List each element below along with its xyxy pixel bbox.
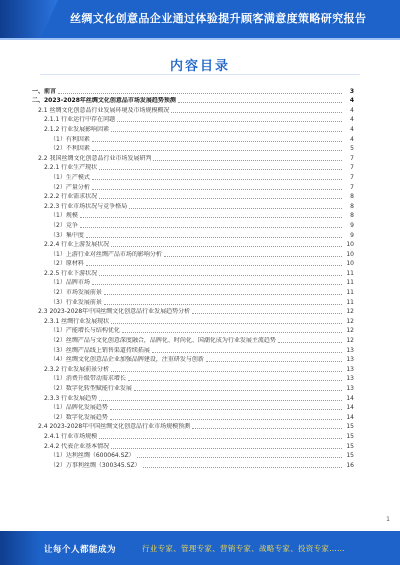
toc-entry-page: 15 xyxy=(346,432,354,440)
toc-entry-page: 13 xyxy=(346,365,354,373)
toc-entry-page: 11 xyxy=(346,269,354,277)
toc-entry-page: 4 xyxy=(350,106,354,114)
toc-entry[interactable] xyxy=(32,411,354,421)
toc-entry[interactable] xyxy=(32,85,354,95)
toc-entry-title: （2）数字化转型赋能行业发展 xyxy=(50,385,132,392)
toc-entry-page: 15 xyxy=(346,442,354,450)
toc-leader-dots xyxy=(99,274,342,276)
toc-entry-page: 10 xyxy=(346,260,354,268)
toc-entry[interactable] xyxy=(32,296,354,306)
toc-entry-title: 2.4 2023-2028年中国丝绸文化创意品行业市场规模预测 xyxy=(38,423,191,431)
toc-entry-page: 8 xyxy=(350,202,354,210)
toc-entry-page: 8 xyxy=(350,193,354,201)
header-accent-line xyxy=(0,38,400,40)
toc-leader-dots xyxy=(86,264,342,266)
toc-leader-dots xyxy=(164,255,342,257)
report-title: 丝绸文化创意品企业通过体验提升顾客满意度策略研究报告 xyxy=(70,12,367,25)
toc-leader-dots xyxy=(122,331,342,333)
toc-leader-dots xyxy=(80,216,342,218)
toc-entry-page: 10 xyxy=(346,241,354,249)
toc-entry-title: （1）达利丝绸（600064.SZ） xyxy=(50,452,135,460)
toc-entry-page: 7 xyxy=(350,183,354,191)
toc-leader-dots xyxy=(110,408,342,410)
toc-entry[interactable] xyxy=(32,459,354,469)
toc-entry[interactable] xyxy=(32,315,354,325)
toc-entry-page: 12 xyxy=(346,317,354,325)
toc-entry-title: 2.4.2 代表企业基本情况 xyxy=(44,442,110,450)
toc-entry-title: 2.1.1 行业运行中存在问题 xyxy=(44,116,116,124)
toc-entry[interactable] xyxy=(32,239,354,249)
toc-entry-title: 2.4.1 行业市场规模 xyxy=(44,432,98,440)
toc-entry[interactable] xyxy=(32,373,354,383)
page-number: 1 xyxy=(386,516,390,523)
toc-entry[interactable] xyxy=(32,181,354,191)
toc-heading-divider xyxy=(40,74,360,75)
toc-entry[interactable] xyxy=(32,334,354,344)
toc-entry[interactable] xyxy=(32,267,354,277)
toc-entry-title: （1）消费升级带动需求增长 xyxy=(50,375,126,383)
toc-entry-title: 2.3.2 行业发展前景分析 xyxy=(44,365,110,373)
toc-entry-page: 4 xyxy=(350,135,354,143)
toc-entry[interactable] xyxy=(32,344,354,354)
toc-entry[interactable] xyxy=(32,200,354,210)
toc-entry-page: 4 xyxy=(350,116,354,124)
toc-entry-page: 13 xyxy=(346,346,354,354)
header-decoration xyxy=(0,0,58,38)
toc-entry-title: 2.2 我国丝绸文化创意品行业市场发展研判 xyxy=(38,154,152,162)
toc-entry-title: （3）丝绸产品线上销售渠道持续拓展 xyxy=(50,346,150,354)
toc-entry[interactable] xyxy=(32,114,354,124)
toc-entry-page: 9 xyxy=(350,221,354,229)
toc-entry-title: （2）市场发展前景 xyxy=(50,289,102,297)
toc-entry-page: 16 xyxy=(346,461,354,469)
toc-entry[interactable] xyxy=(32,450,354,460)
toc-entry-title: 2.2.4 行业上游发展状况 xyxy=(44,241,110,249)
toc-entry-page: 9 xyxy=(350,231,354,239)
toc-leader-dots xyxy=(171,111,342,113)
toc-leader-dots xyxy=(129,207,342,209)
toc-entry[interactable] xyxy=(32,402,354,412)
toc-entry[interactable] xyxy=(32,248,354,258)
toc-entry-page: 5 xyxy=(350,145,354,153)
toc-leader-dots xyxy=(178,101,342,103)
toc-entry-title: （2）不利因素 xyxy=(50,145,90,153)
toc-entry-title: （4）丝绸文化创意品企业加强品牌建设，注重研发与创新 xyxy=(50,356,204,364)
toc-entry[interactable] xyxy=(32,162,354,172)
table-of-contents xyxy=(32,85,354,469)
toc-leader-dots xyxy=(92,283,342,285)
page-footer xyxy=(0,531,400,565)
footer-slogan: 让每个人都能成为 xyxy=(44,545,117,555)
toc-leader-dots xyxy=(86,236,342,238)
toc-leader-dots xyxy=(111,447,342,449)
toc-leader-dots xyxy=(111,370,342,372)
toc-entry[interactable] xyxy=(32,152,354,162)
toc-entry-page: 15 xyxy=(346,423,354,431)
toc-leader-dots xyxy=(117,120,342,122)
footer-decoration xyxy=(0,531,40,565)
toc-leader-dots xyxy=(110,418,342,420)
toc-entry-title: 2.2.3 行业市场状况与竞争格局 xyxy=(44,202,128,210)
toc-entry[interactable] xyxy=(32,133,354,143)
toc-entry-page: 4 xyxy=(350,125,354,133)
toc-entry[interactable] xyxy=(32,258,354,268)
toc-entry-title: （2）数字化发展趋势 xyxy=(50,413,108,421)
toc-entry-page: 12 xyxy=(346,308,354,316)
toc-entry-page: 11 xyxy=(346,279,354,287)
toc-entry[interactable] xyxy=(32,430,354,440)
page-header xyxy=(0,0,400,38)
toc-entry-page: 12 xyxy=(346,327,354,335)
toc-entry[interactable] xyxy=(32,363,354,373)
toc-entry-title: （1）有利因素 xyxy=(50,135,90,143)
toc-entry-page: 4 xyxy=(349,97,354,105)
toc-entry[interactable] xyxy=(32,104,354,114)
toc-entry-title: 2.3.3 行业发展趋势 xyxy=(44,394,98,402)
toc-leader-dots xyxy=(111,245,342,247)
toc-leader-dots xyxy=(99,399,342,401)
toc-entry-title: （1）产能增长与结构优化 xyxy=(50,327,120,335)
toc-entry-title: 2.3.1 丝绸行业发展现状 xyxy=(44,317,110,325)
toc-entry-page: 12 xyxy=(346,337,354,345)
toc-leader-dots xyxy=(92,188,342,190)
toc-leader-dots xyxy=(192,427,342,429)
toc-leader-dots xyxy=(99,168,342,170)
toc-entry-title: （1）品牌市场 xyxy=(50,279,90,287)
toc-entry[interactable] xyxy=(32,286,354,296)
toc-leader-dots xyxy=(134,389,342,391)
toc-entry-page: 3 xyxy=(349,87,354,95)
toc-entry[interactable] xyxy=(32,210,354,220)
toc-entry-title: （1）规模 xyxy=(50,212,78,220)
toc-entry-title: （3）集中度 xyxy=(50,231,84,239)
toc-entry-title: 2.1 丝绸文化创意品行业发展环境及市场规模概况 xyxy=(38,106,170,114)
toc-entry-title: 2.3 2023-2028年中国丝绸文化创意品行业发展趋势分析 xyxy=(38,308,191,316)
footer-tagline: 行业专家、管理专家、营销专家、战略专家、投资专家…… xyxy=(142,544,345,553)
toc-leader-dots xyxy=(104,293,342,295)
toc-entry[interactable] xyxy=(32,143,354,153)
toc-leader-dots xyxy=(99,197,342,199)
toc-entry-title: （2）产量分析 xyxy=(50,183,90,191)
toc-entry-page: 13 xyxy=(346,356,354,364)
toc-entry-title: 2.2.5 行业下游状况 xyxy=(44,269,98,277)
toc-leader-dots xyxy=(104,303,342,305)
toc-entry-title: 2.2.1 行业生产现状 xyxy=(44,164,98,172)
toc-entry-title: 2.2.2 行业需求状况 xyxy=(44,193,98,201)
toc-entry[interactable] xyxy=(32,306,354,316)
toc-entry[interactable] xyxy=(32,219,354,229)
toc-entry[interactable] xyxy=(32,382,354,392)
toc-entry-title: 2.1.2 行业发展影响因素 xyxy=(44,125,110,133)
toc-leader-dots xyxy=(153,159,342,161)
toc-entry-title: （1）上游行业对丝绸产品市场的影响分析 xyxy=(50,250,162,258)
toc-leader-dots xyxy=(111,130,342,132)
toc-entry[interactable] xyxy=(32,95,354,105)
toc-entry-title: （2）竞争 xyxy=(50,221,78,229)
toc-entry-title: 二、2023-2028年丝绸文化创意品市场发展趋势预测 xyxy=(32,97,176,105)
toc-leader-dots xyxy=(111,322,342,324)
toc-entry-page: 15 xyxy=(346,452,354,460)
toc-entry-page: 11 xyxy=(346,298,354,306)
toc-entry[interactable] xyxy=(32,191,354,201)
toc-entry-page: 11 xyxy=(346,289,354,297)
toc-entry[interactable] xyxy=(32,277,354,287)
toc-entry[interactable] xyxy=(32,229,354,239)
toc-entry-page: 14 xyxy=(346,413,354,421)
toc-entry-page: 7 xyxy=(350,173,354,181)
toc-leader-dots xyxy=(92,178,342,180)
toc-entry[interactable] xyxy=(32,171,354,181)
toc-entry[interactable] xyxy=(32,123,354,133)
toc-entry-title: （2）万事利丝绸（300345.SZ） xyxy=(50,461,141,469)
toc-leader-dots xyxy=(137,456,342,458)
toc-leader-dots xyxy=(92,140,342,142)
toc-leader-dots xyxy=(58,92,342,94)
toc-leader-dots xyxy=(278,341,342,343)
toc-leader-dots xyxy=(92,149,342,151)
toc-entry[interactable] xyxy=(32,440,354,450)
toc-entry-title: （1）生产模式 xyxy=(50,173,90,181)
toc-entry-page: 14 xyxy=(346,404,354,412)
toc-entry-title: （2）丝绸产品与文化创意深度融合，品牌化、时尚化、国潮化成为行业发展主流趋势 xyxy=(50,337,276,345)
toc-entry-page: 7 xyxy=(350,164,354,172)
toc-entry-title: （2）原材料 xyxy=(50,260,84,268)
toc-leader-dots xyxy=(143,466,342,468)
toc-leader-dots xyxy=(152,351,342,353)
toc-entry-title: （3）行业发展前景 xyxy=(50,298,102,306)
toc-entry[interactable] xyxy=(32,392,354,402)
toc-leader-dots xyxy=(80,226,342,228)
toc-entry[interactable] xyxy=(32,354,354,364)
toc-entry-title: （1）品牌化发展趋势 xyxy=(50,404,108,412)
toc-entry-page: 10 xyxy=(346,250,354,258)
toc-entry-title: 一、前言 xyxy=(32,87,57,95)
toc-entry-page: 7 xyxy=(350,154,354,162)
toc-leader-dots xyxy=(128,379,342,381)
toc-leader-dots xyxy=(99,437,342,439)
toc-entry[interactable] xyxy=(32,421,354,431)
toc-heading: 内容目录 xyxy=(169,59,230,74)
toc-entry-page: 13 xyxy=(346,375,354,383)
toc-leader-dots xyxy=(192,312,342,314)
toc-leader-dots xyxy=(206,360,342,362)
toc-entry-page: 13 xyxy=(346,385,354,392)
toc-entry-page: 8 xyxy=(350,212,354,220)
toc-entry[interactable] xyxy=(32,325,354,335)
toc-entry-page: 14 xyxy=(346,394,354,402)
